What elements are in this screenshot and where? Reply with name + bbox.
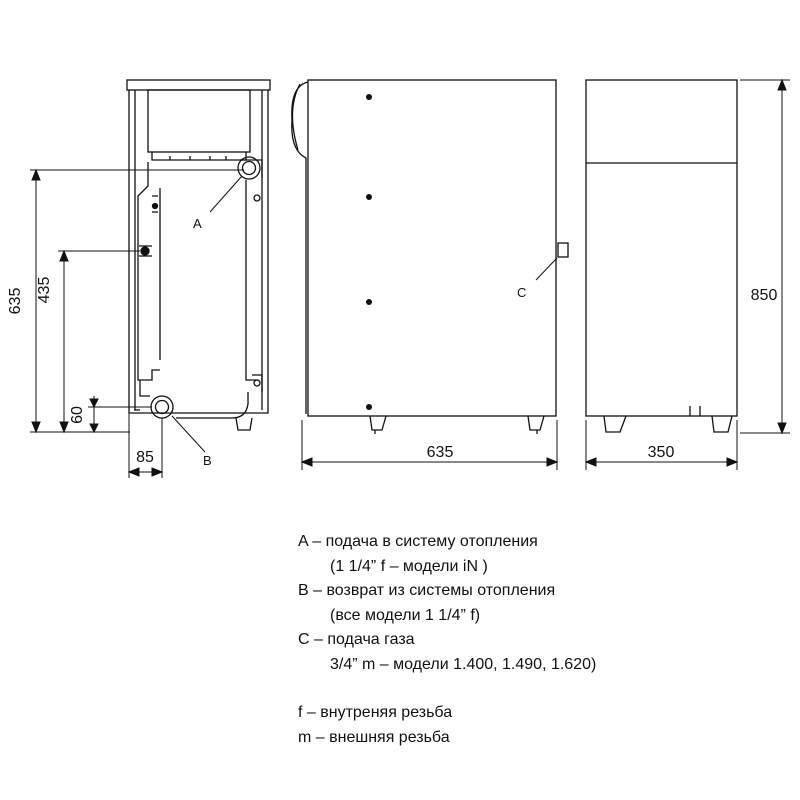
dim-depth-label: 635 bbox=[426, 444, 454, 461]
legend-spacer bbox=[298, 677, 778, 701]
legend-f-note: f – внутреняя резьба bbox=[298, 704, 453, 721]
rear-view bbox=[586, 80, 737, 432]
legend-b-line2: (все модели 1 1/4” f) bbox=[330, 606, 481, 624]
dim-635-label: 635 bbox=[7, 287, 24, 315]
marker-b: B bbox=[203, 453, 212, 468]
side-view bbox=[292, 80, 568, 434]
front-dimensions bbox=[30, 170, 244, 478]
dim-60-label: 60 bbox=[69, 406, 86, 424]
dim-height-label: 850 bbox=[750, 287, 778, 304]
dim-85-label: 85 bbox=[136, 449, 154, 466]
legend-c-line2: 3/4” m – модели 1.400, 1.490, 1.620) bbox=[330, 655, 597, 673]
legend-c-line1: C – подача газа bbox=[298, 631, 415, 648]
marker-c: C bbox=[517, 285, 527, 300]
dim-width-label: 350 bbox=[647, 444, 675, 461]
legend-a-line2: (1 1/4” f – модели iN ) bbox=[330, 557, 488, 575]
legend bbox=[298, 530, 778, 750]
legend-a-line1: A – подача в систему отопления bbox=[298, 533, 538, 550]
legend-b-line1: B – возврат из системы отопления bbox=[298, 582, 556, 599]
rear-dimensions bbox=[586, 80, 790, 470]
dim-435-label: 435 bbox=[36, 276, 53, 304]
legend-m-note: m – внешняя резьба bbox=[298, 728, 450, 746]
marker-a: A bbox=[193, 216, 202, 231]
side-dots bbox=[366, 94, 372, 410]
front-view bbox=[127, 80, 270, 430]
